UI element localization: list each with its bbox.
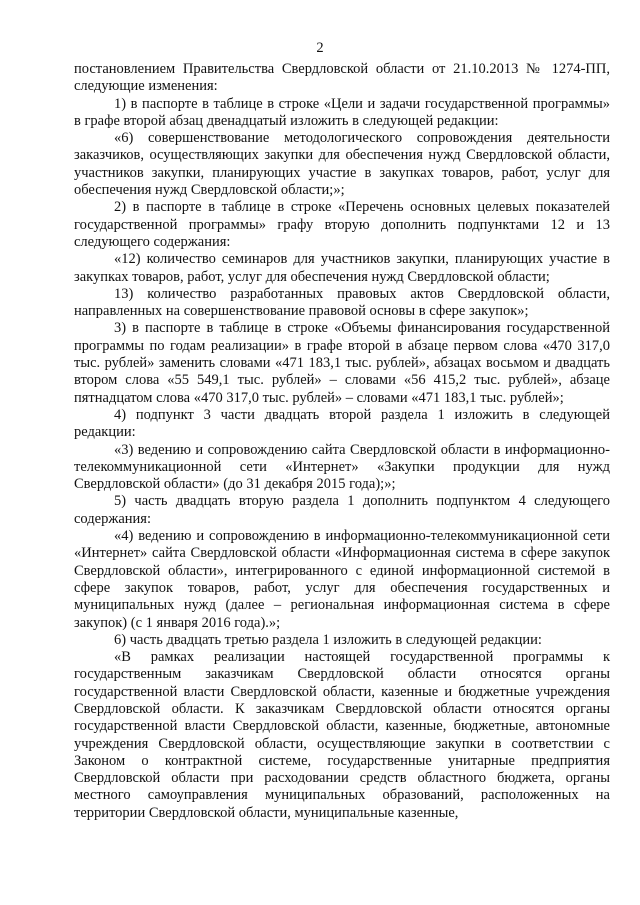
- paragraph: 6) часть двадцать третью раздела 1 изложить в следующей редакции:: [114, 631, 542, 648]
- paragraph: 2) в паспорте в таблице в строке «Перечень основных целевых показателей государственной программы» графу вторую дополнить подпунктами 12 и 13 следующего содержания:: [74, 199, 610, 250]
- paragraph: «3) ведению и сопровождению сайта Свердловской области в информационно-телекоммуникационной сети «Интернет» «Закупки продукции для нужд Свердловской области» (до 31 декабря 2015 года);»;: [74, 441, 610, 493]
- paragraph: «6) совершенствование методологического сопровождения деятельности заказчиков, осуществляющих закупки для обеспечения нужд Свердловской области, участников закупки, планирующих участие в закупках товаров, работ, услуг для обеспечения нужд Свердловской области;»;: [74, 130, 610, 199]
- paragraph: 1) в паспорте в таблице в строке «Цели и задачи государственной программы» в графе второй абзац двенадцатый изложить в следующей редакции:: [74, 95, 610, 129]
- paragraph: «В рамках реализации настоящей государственной программы к государственным заказчикам Свердловской области относятся органы государственной власти Свердловской области, казенные и бюджетные учреждения Свердловской области. К заказчикам Свердловской области относятся органы государственной власти Свердловской области, казенные, бюджетные, автономные учреждения Свердловской области, осуществляющие закупки в соответствии с Законом о контрактной системе, государственные унитарные предприятия Свердловской области при расходовании средств областного бюджета, органы местного самоуправления муниципальных образований, расположенных на территории Свердловской области, муниципальные казенные,: [74, 649, 610, 821]
- paragraph: 4) подпункт 3 части двадцать второй раздела 1 изложить в следующей редакции:: [74, 406, 610, 441]
- paragraph: «12) количество семинаров для участников закупки, планирующих участие в закупках товаров, работ, услуг для обеспечения нужд Свердловской области;: [74, 251, 610, 285]
- page-number: 2: [316, 40, 324, 56]
- paragraph: «4) ведению и сопровождению в информационно-телекоммуникационной сети «Интернет» сайта Свердловской области «Информационная система в сфере закупок Свердловской области», интегрированного с единой информационной системой в сфере закупок товаров, работ, услуг для обеспечения государственных и муниципальных нужд (далее – региональная информационная система в сфере закупок) (с 1 января 2016 года).»;: [74, 528, 610, 631]
- paragraph: постановлением Правительства Свердловской области от 21.10.2013 № 1274-ПП, следующие изменения:: [74, 61, 610, 95]
- paragraph: 13) количество разработанных правовых актов Свердловской области, направленных на совершенствование правовой основы в сфере закупок»;: [74, 285, 610, 320]
- paragraph: 5) часть двадцать вторую раздела 1 дополнить подпунктом 4 следующего содержания:: [74, 493, 610, 527]
- paragraph: 3) в паспорте в таблице в строке «Объемы финансирования государственной программы по годам реализации» в графе второй в абзаце первом слова «470 317,0 тыс. рублей» заменить словами «471 183,1 тыс. рублей», абзацах восьмом и двадцать втором слова «55 549,1 тыс. рублей» – словами «56 415,2 тыс. рублей», абзаце пятнадцатом слова «470 317,0 тыс. рублей» – словами «471 183,1 тыс. рублей»;: [74, 320, 610, 406]
- document-body: [74, 61, 610, 822]
